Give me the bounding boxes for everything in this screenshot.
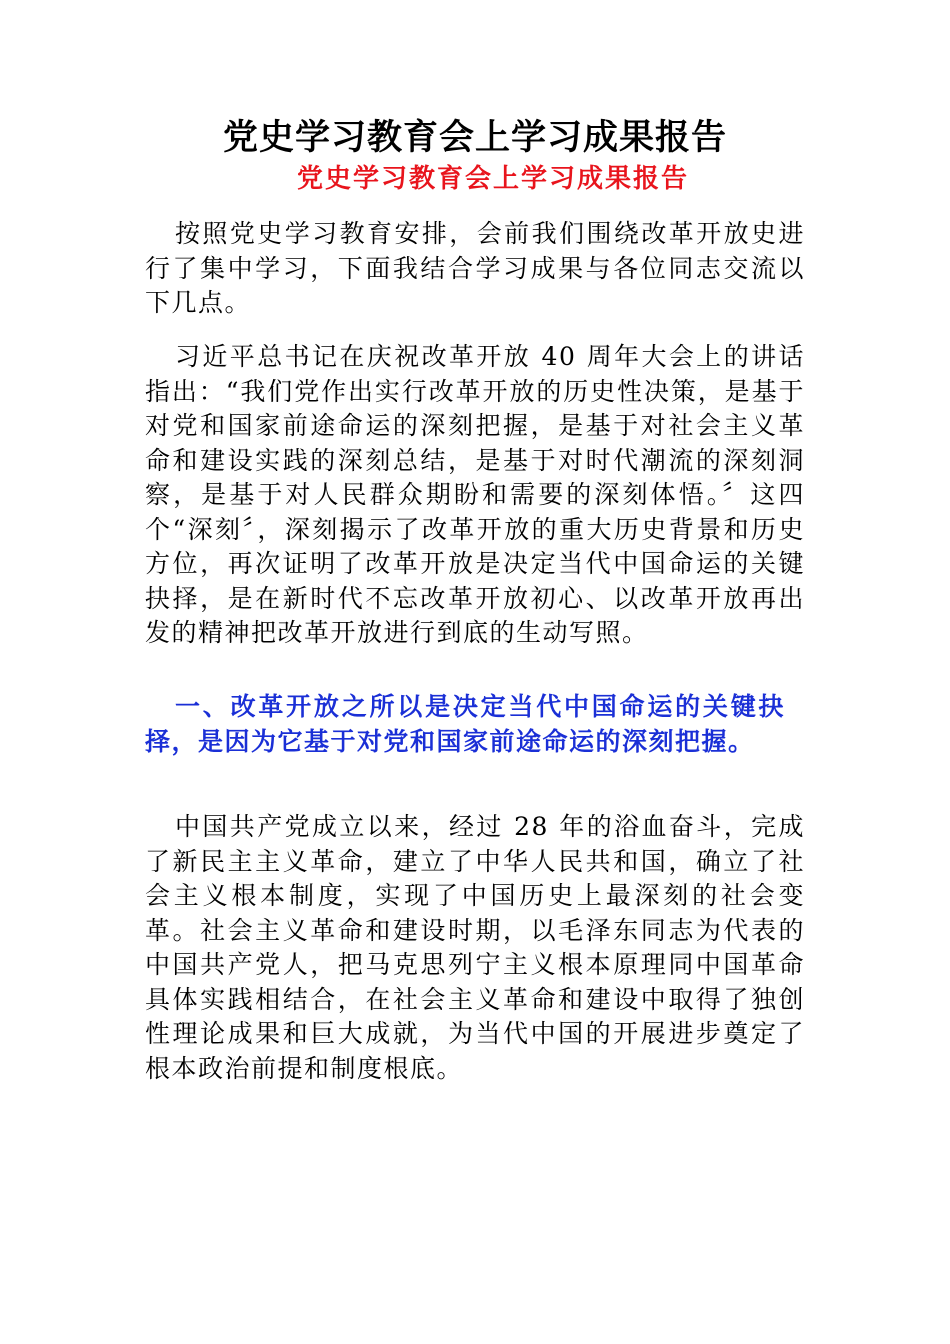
section-heading: 一、改革开放之所以是决定当代中国命运的关键抉择，是因为它基于对党和国家前途命运的深刻把握。 — [145, 692, 785, 756]
section-paragraph: 中国共产党成立以来，经过 28 年的浴血奋斗，完成了新民主主义革命，建立了中华人民共和国，确立了社会主义根本制度，实现了中国历史上最深刻的社会变革。社会主义革命和建设时期，以毛泽东同志为代表的中国共产党人，把马克思列宁主义根本原理同中国革命具体实践相结合，在社会主义革命和建设中取得了独创性理论成果和巨大成就，为当代中国的开展进步奠定了根本政治前提和制度根底。 — [145, 812, 805, 1083]
intro-paragraph: 按照党史学习教育安排，会前我们围绕改革开放史进行了集中学习，下面我结合学习成果与各位同志交流以下几点。 — [145, 219, 805, 317]
document-title: 党史学习教育会上学习成果报告 — [222, 117, 727, 158]
quote-paragraph: 习近平总书记在庆祝改革开放 40 周年大会上的讲话指出：“我们党作出实行改革开放的历史性决策，是基于对党和国家前途命运的深刻把握，是基于对社会主义革命和建设实践的深刻总结，是基于对时代潮流的深刻洞察，是基于对人民群众期盼和需要的深刻体悟。〞这四个“深刻〞，深刻揭示了改革开放的重大历史背景和历史方位，再次证明了改革开放是决定当代中国命运的关键抉择，是在新时代不忘改革开放初心、以改革开放再出发的精神把改革开放进行到底的生动写照。 — [145, 342, 805, 647]
document-subtitle: 党史学习教育会上学习成果报告 — [296, 164, 689, 194]
